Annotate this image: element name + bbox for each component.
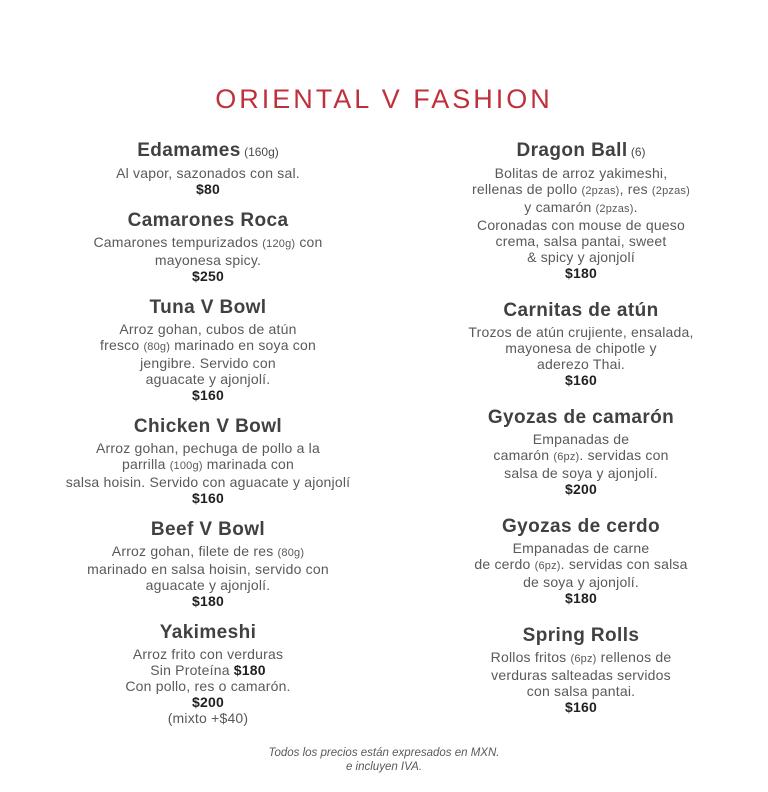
menu-item-price: $160 [192, 387, 224, 403]
menu-item-line [414, 447, 748, 465]
menu-item-line [414, 574, 748, 590]
menu-item-title: Beef V Bowl [150, 519, 266, 540]
menu-item-text: Bolitas de arroz yakimeshi, [494, 165, 668, 181]
menu-item-line [414, 540, 748, 556]
menu-item-line [414, 649, 748, 667]
menu-item [414, 625, 748, 715]
menu-item-line [28, 355, 388, 371]
menu-item-text: (80g) [143, 341, 171, 353]
menu-item-text: y camarón [524, 199, 596, 215]
menu-item-line [28, 490, 388, 506]
menu-item [414, 300, 748, 388]
menu-column-right [414, 140, 748, 734]
menu-item-line [414, 265, 748, 281]
menu-item-text: con salsa pantai. [526, 683, 636, 699]
menu-item-price: $160 [192, 490, 224, 506]
menu-item-title: Dragon Ball (6) [516, 140, 646, 161]
menu-item-portion: (6) [627, 145, 646, 159]
menu-item-text: mayonesa de chipotle y [505, 340, 657, 356]
menu-item-text: marinado en salsa hoisin, servido con [87, 561, 329, 577]
menu-item-line [28, 474, 388, 490]
menu-item [414, 516, 748, 606]
menu-item-line [28, 694, 388, 710]
menu-item-text: salsa de soya y ajonjolí. [504, 465, 658, 481]
menu-item-text: aguacate y ajonjolí. [145, 577, 271, 593]
menu-item-text: Arroz frito con verduras [132, 646, 284, 662]
menu-item-text: (6pz) [570, 653, 597, 665]
menu-item-line [28, 561, 388, 577]
menu-item-text: (2pzas) [581, 185, 620, 197]
menu-item-text: (mixto +$40) [167, 710, 249, 726]
menu-item-text: Arroz gohan, pechuga de pollo a la [96, 440, 320, 456]
menu-item-line [28, 268, 388, 284]
footer-line-1: Todos los precios están expresados en MXN. [268, 747, 500, 759]
menu-item-line [28, 321, 388, 337]
menu-item-line [28, 165, 388, 181]
menu-item-text: mayonesa spicy. [154, 252, 262, 268]
menu-item-title: Edamames (160g) [137, 140, 279, 161]
menu-item-text: marinada con [202, 456, 295, 472]
menu-item-line [414, 181, 748, 199]
menu-item-text: con [295, 234, 323, 250]
menu-item-line [414, 590, 748, 606]
menu-item-title: Camarones Roca [127, 210, 289, 231]
menu-item-price: $250 [192, 268, 224, 284]
menu-item-text: fresco [100, 337, 144, 353]
menu-item-line [414, 431, 748, 447]
menu-item-line [28, 662, 388, 678]
menu-item-line [28, 543, 388, 561]
menu-item-text: (100g) [169, 460, 203, 472]
menu-item [28, 140, 388, 197]
menu-item-title: Tuna V Bowl [149, 297, 267, 318]
menu-item-price: $160 [565, 372, 597, 388]
menu-item-text: parrilla [121, 456, 170, 472]
menu-item-line [414, 556, 748, 574]
menu-item-price: $180 [233, 662, 266, 678]
menu-item-text: verduras salteadas servidos [491, 667, 671, 683]
menu-item-price: $80 [196, 181, 220, 197]
menu-item-text: & spicy y ajonjolí [527, 249, 635, 265]
menu-item-line [414, 372, 748, 388]
menu-item-line [28, 252, 388, 268]
menu-item-line [414, 667, 748, 683]
menu-item-text: rellenas de pollo [472, 181, 582, 197]
menu-column-left [28, 140, 388, 739]
menu-item-line [28, 456, 388, 474]
menu-item-line [414, 324, 748, 340]
menu-item-line [414, 233, 748, 249]
menu-item-line [414, 699, 748, 715]
menu-item-text: . servidas con salsa [560, 556, 688, 572]
menu-item-line [28, 387, 388, 403]
menu-item-text: Coronadas con mouse de queso [477, 217, 685, 233]
page-title: ORIENTAL V FASHION [215, 84, 553, 115]
menu-item-price: $200 [192, 694, 224, 710]
menu-item-line [414, 356, 748, 372]
menu-item-line [414, 465, 748, 481]
menu-item-title: Gyozas de cerdo [501, 516, 661, 537]
menu-item-price: $180 [192, 593, 224, 609]
menu-item-text: . servidas con [579, 447, 669, 463]
menu-item-text: Sin Proteína [150, 662, 234, 678]
menu-item-line [414, 217, 748, 233]
menu-item-line [414, 165, 748, 181]
menu-item-line [28, 234, 388, 252]
menu-item-text: aguacate y ajonjolí. [145, 371, 271, 387]
menu-item-line [414, 199, 748, 217]
menu-item [28, 297, 388, 403]
menu-item-line [414, 683, 748, 699]
menu-item [28, 210, 388, 284]
menu-item-text: Rollos fritos [490, 649, 571, 665]
menu-item-text: (6pz) [534, 560, 561, 572]
menu-item-text: rellenos de [596, 649, 672, 665]
menu-item [414, 140, 748, 281]
menu-item-line [28, 710, 388, 726]
menu-item-text: Con pollo, res o camarón. [125, 678, 291, 694]
menu-item-text: de cerdo [474, 556, 535, 572]
menu-item-line [28, 678, 388, 694]
menu-item-text: Empanadas de [532, 431, 630, 447]
menu-item-text: (2pzas) [651, 185, 690, 197]
menu-item-text: de soya y ajonjolí. [523, 574, 639, 590]
menu-item-line [28, 371, 388, 387]
menu-item-text: salsa hoisin. Servido con aguacate y ajonjolí [65, 474, 351, 490]
menu-item-text: camarón [493, 447, 554, 463]
menu-item-title: Carnitas de atún [503, 300, 659, 321]
menu-item-text: Arroz gohan, filete de res [111, 543, 278, 559]
menu-item [414, 407, 748, 497]
menu-item-line [28, 577, 388, 593]
menu-item-text: crema, salsa pantai, sweet [495, 233, 667, 249]
menu-item [28, 416, 388, 506]
menu-item-title: Chicken V Bowl [133, 416, 283, 437]
menu-item-title: Spring Rolls [522, 625, 640, 646]
menu-item [28, 622, 388, 726]
menu-item-text: Trozos de atún crujiente, ensalada, [468, 324, 694, 340]
menu-item-text: aderezo Thai. [537, 356, 625, 372]
menu-item [28, 519, 388, 609]
menu-item-price: $160 [565, 699, 597, 715]
menu-item-price: $180 [565, 590, 597, 606]
menu-item-text: Empanadas de carne [512, 540, 650, 556]
menu-item-text: (120g) [262, 238, 296, 250]
menu-item-line [414, 340, 748, 356]
menu-item-text: Arroz gohan, cubos de atún [119, 321, 297, 337]
menu-item-text: Camarones tempurizados [93, 234, 263, 250]
menu-item-line [414, 481, 748, 497]
menu-item-text: marinado en soya con [170, 337, 316, 353]
menu-item-text: (2pzas) [595, 203, 634, 215]
menu-item-line [28, 440, 388, 456]
menu-item-line [28, 181, 388, 197]
menu-item-line [414, 249, 748, 265]
menu-item-price: $200 [565, 481, 597, 497]
footer-note [0, 746, 768, 774]
menu-item-line [28, 337, 388, 355]
menu-item-line [28, 646, 388, 662]
menu-item-price: $180 [565, 265, 597, 281]
menu-item-text: (6pz) [553, 451, 580, 463]
menu-item-text: , res [619, 181, 652, 197]
menu-item-portion: (160g) [240, 145, 279, 159]
footer-line-2: e incluyen IVA. [345, 761, 423, 773]
menu-item-text: jengibre. Servido con [140, 355, 276, 371]
menu-item-text: Al vapor, sazonados con sal. [116, 165, 300, 181]
menu-item-text: . [633, 199, 638, 215]
menu-item-title: Gyozas de camarón [487, 407, 675, 428]
menu-item-title: Yakimeshi [159, 622, 257, 643]
menu-item-text: (80g) [277, 547, 305, 559]
menu-item-line [28, 593, 388, 609]
